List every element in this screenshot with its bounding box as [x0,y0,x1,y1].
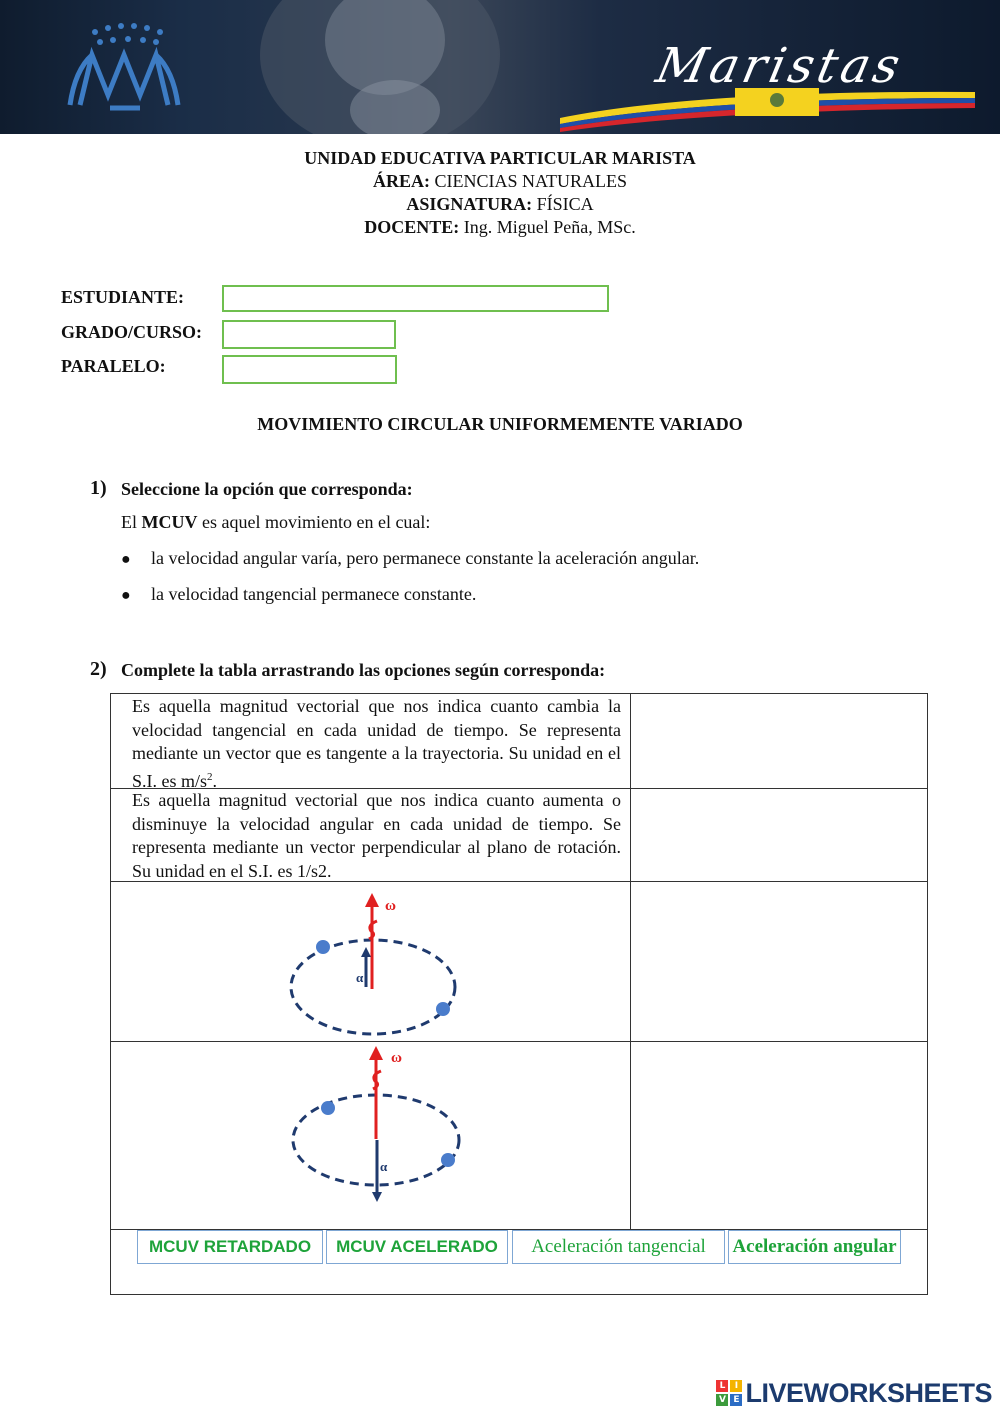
question-2-number: 2) [90,658,107,680]
section-label: PARALELO: [61,356,166,376]
row-divider [111,1041,927,1042]
student-label: ESTUDIANTE: [61,287,185,307]
grade-label: GRADO/CURSO: [61,322,203,342]
diagram-decelerated [286,1044,486,1214]
school-name: UNIDAD EDUCATIVA PARTICULAR MARISTA [304,148,696,168]
liveworksheets-logo-icon [716,1380,742,1406]
worksheet-title: MOVIMIENTO CIRCULAR UNIFORMEMENTE VARIADO [257,414,743,434]
subject-label: ASIGNATURA: [406,194,533,214]
bullet-icon: ● [121,551,131,568]
omega-label-2: ω [391,1050,402,1066]
teacher-value: Ing. Miguel Peña, MSc. [463,217,636,237]
liveworksheets-logo[interactable] [716,1378,992,1408]
question-1-prompt: Seleccione la opción que corresponda: [121,479,413,499]
question-2-prompt: Complete la tabla arrastrando las opciones según corresponda: [121,660,606,680]
area-label: ÁREA: [372,171,430,191]
chip-aceleracion-angular[interactable]: Aceleración angular [728,1230,901,1264]
area-line [0,171,1000,192]
chip-mcuv-acelerado[interactable]: MCUV ACELERADO [326,1230,508,1264]
logo-letter-v: V [716,1394,728,1406]
section-field[interactable] [222,355,397,384]
definition-row-1 [132,695,621,793]
teacher-line [0,217,1000,238]
definition-row-2: Es aquella magnitud vectorial que nos indica cuanto aumenta o disminuye la velocidad angular en cada unidad de tiempo. Se representa mediante un vector perpendicular al plano de rotación. Su unidad en el S.I. es 1/s2. [132,790,621,881]
option-2[interactable] [121,584,476,605]
question-1-stem [121,512,430,533]
column-divider [630,694,631,1229]
definition-row-1-end: . [212,770,218,791]
subject-line [0,194,1000,215]
diagram-accelerated [281,889,481,1039]
question-1-number: 1) [90,477,107,499]
logo-letter-l: L [716,1380,728,1392]
brand-wordmark: Maristas [651,38,909,94]
drop-zone-2[interactable] [632,790,926,880]
grade-field[interactable] [222,320,396,349]
drop-zone-4[interactable] [632,1043,926,1228]
alpha-label-2: α [380,1159,388,1174]
stem-pre: El [121,512,137,532]
bullet-icon: ● [121,587,131,604]
student-field[interactable] [222,285,609,312]
omega-label-1: ω [385,898,396,914]
drop-zone-1[interactable] [632,696,926,787]
teacher-label: DOCENTE: [364,217,460,237]
area-value: CIENCIAS NATURALES [434,171,627,191]
definition-row-1-text: Es aquella magnitud vectorial que nos indica cuanto cambia la velocidad tangencial en cada unidad de tiempo. Se representa mediante un vector que es tangente a la trayectoria. Su unidad en el S.I. es m/s [132,696,621,791]
header-banner [0,0,1000,134]
chip-mcuv-retardado[interactable]: MCUV RETARDADO [137,1230,323,1264]
option-1-text: la velocidad angular varía, pero permanece constante la aceleración angular. [151,548,700,568]
stem-post: es aquel movimiento en el cual: [202,512,431,532]
option-1[interactable] [121,548,699,569]
drop-zone-3[interactable] [632,883,926,1040]
logo-letter-e: E [730,1394,742,1406]
option-2-text: la velocidad tangencial permanece constante. [151,584,477,604]
definition-row-1-sup: 2 [207,770,213,783]
stem-bold: MCUV [141,512,198,532]
alpha-label-1: α [356,970,364,985]
matching-table [110,693,928,1295]
marist-monogram-icon [70,55,178,108]
liveworksheets-wordmark: LIVEWORKSHEETS [745,1377,992,1408]
chip-aceleracion-tangencial[interactable]: Aceleración tangencial [512,1230,725,1264]
logo-letter-i: I [730,1380,742,1392]
stars-icon [92,23,163,45]
subject-value: FÍSICA [536,194,594,214]
